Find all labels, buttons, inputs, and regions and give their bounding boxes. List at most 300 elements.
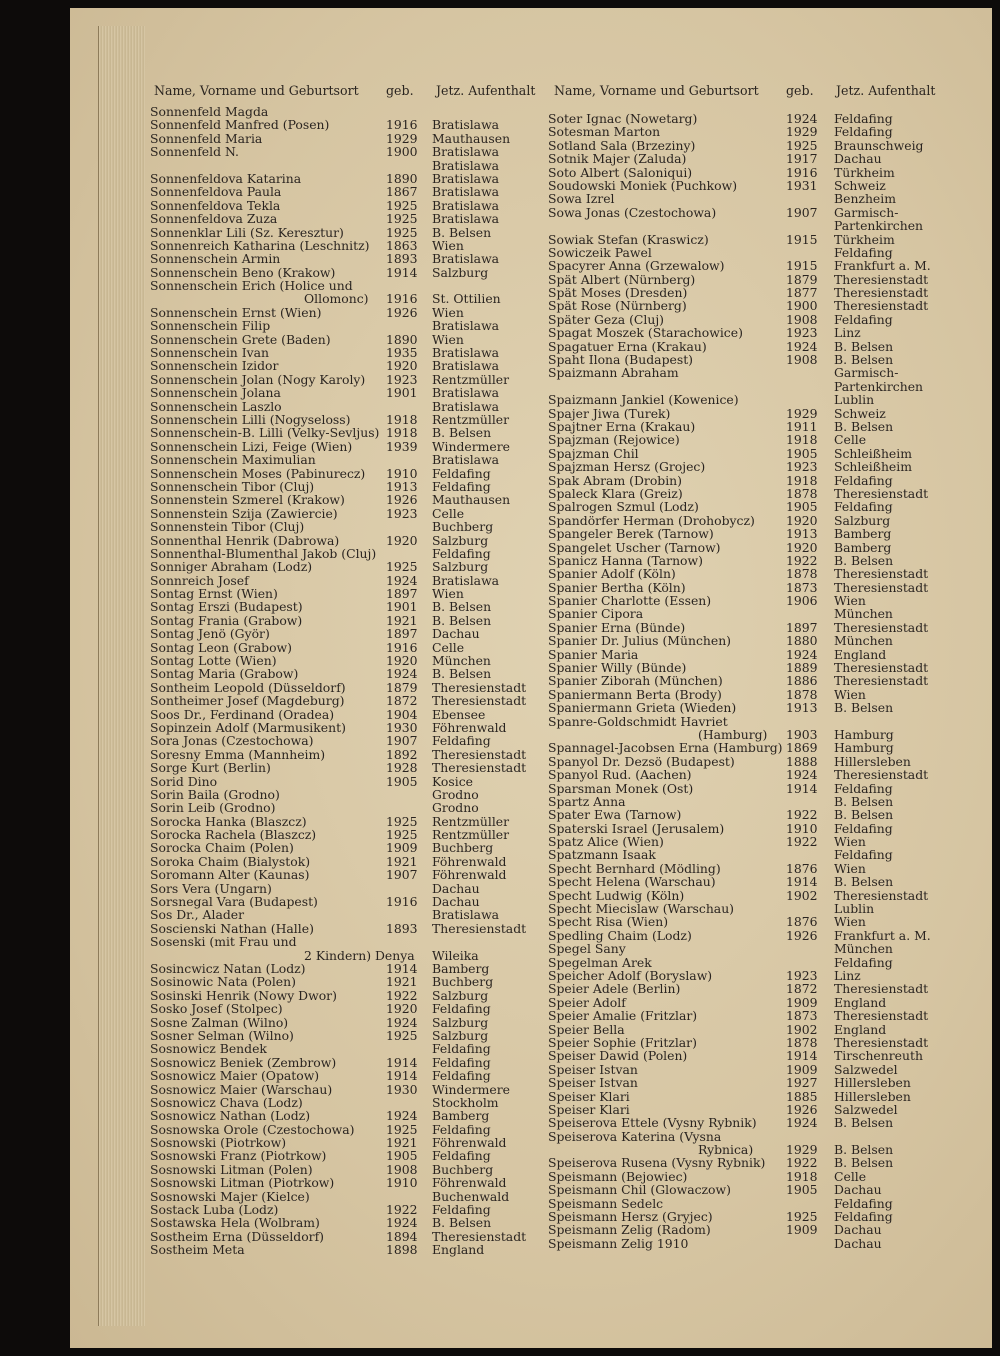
entry-residence: Feldafing xyxy=(834,1209,893,1225)
entry-name: Spatz Alice (Wien) xyxy=(548,834,664,850)
entry-name: Spacyrer Anna (Grzewalow) xyxy=(548,258,725,274)
entry-name: Sontag Lotte (Wien) xyxy=(150,653,277,669)
entry-name: Speiserova Katerina (Vysna xyxy=(548,1128,722,1144)
entry-year: 1929 xyxy=(786,1142,818,1158)
entry-residence: Feldafing xyxy=(432,1068,491,1084)
list-item xyxy=(150,1016,550,1029)
entry-residence: England xyxy=(834,1021,887,1037)
entry-name: Speismann Chil (Glowaczow) xyxy=(548,1182,731,1198)
entry-residence: München xyxy=(432,653,491,669)
list-item xyxy=(150,212,550,225)
entry-year: 1905 xyxy=(786,445,818,461)
entry-year: 1916 xyxy=(386,291,418,307)
entry-year: 1925 xyxy=(386,224,418,240)
list-item xyxy=(150,681,550,694)
entry-name: Specht Miecislaw (Warschau) xyxy=(548,901,735,917)
list-item xyxy=(548,996,992,1009)
entry-residence: Grodno xyxy=(432,800,479,816)
entry-residence: Salzburg xyxy=(432,1014,489,1030)
entry-name: Sonnenstein Szija (Zawiercie) xyxy=(150,505,338,521)
list-item xyxy=(150,185,550,198)
list-item xyxy=(150,480,550,493)
entry-name: Soudowski Moniek (Puchkow) xyxy=(548,177,738,193)
entry-name: Sowa Jonas (Czestochowa) xyxy=(548,204,717,220)
list-item xyxy=(150,868,550,881)
list-item xyxy=(150,895,550,908)
entry-name: Sonnenschein Tibor (Cluj) xyxy=(150,478,315,494)
list-item xyxy=(548,835,992,848)
entry-year: 1924 xyxy=(786,767,818,783)
entry-name: Speiserova Rusena (Vysny Rybnik) xyxy=(548,1155,766,1171)
list-item xyxy=(150,1190,550,1203)
list-item xyxy=(150,841,550,854)
list-item xyxy=(150,935,550,948)
entry-year: 1914 xyxy=(786,874,818,890)
entry-year: 1929 xyxy=(386,130,418,146)
list-item xyxy=(150,159,550,172)
entry-year: 1930 xyxy=(386,719,418,735)
list-item xyxy=(150,359,550,372)
entry-name: Sosnowicz Bendek xyxy=(150,1041,267,1057)
entry-year: 1926 xyxy=(386,304,418,320)
entry-residence: Theresienstadt xyxy=(834,271,929,287)
list-item xyxy=(150,239,550,252)
entry-residence: Wileika xyxy=(432,947,479,963)
entry-residence: Wien xyxy=(834,860,866,876)
entry-name: Sonnenschein Maximulian xyxy=(150,452,316,468)
entry-year: 1867 xyxy=(386,184,418,200)
list-item xyxy=(548,353,992,366)
entry-name: Sonnenfeldova Tekla xyxy=(150,197,281,213)
entry-name: Sosnowski Majer (Kielce) xyxy=(150,1188,310,1204)
entry-residence: Mauthausen xyxy=(432,130,511,146)
entry-residence: B. Belsen xyxy=(432,1215,492,1231)
entry-residence: Theresienstadt xyxy=(432,746,527,762)
entry-residence: Bratislawa xyxy=(432,144,500,160)
entry-residence: Bratislawa xyxy=(432,398,500,414)
entry-residence: Bratislawa xyxy=(432,197,500,213)
entry-residence: Feldafing xyxy=(834,472,893,488)
entry-year: 1922 xyxy=(386,987,418,1003)
entry-year: 1885 xyxy=(786,1088,818,1104)
entry-year: 1915 xyxy=(786,231,818,247)
entry-name: Spajer Jiwa (Turek) xyxy=(548,405,671,421)
list-item xyxy=(548,862,992,875)
entry-name: Spät Rose (Nürnberg) xyxy=(548,298,687,314)
entry-residence: Partenkirchen xyxy=(834,218,924,234)
entry-name: Spanier Erna (Bünde) xyxy=(548,619,686,635)
entry-name: Spanier Adolf (Köln) xyxy=(548,566,676,582)
entry-year: 1926 xyxy=(786,927,818,943)
entry-residence: Feldafing xyxy=(834,954,893,970)
entry-residence: Dachau xyxy=(834,151,882,167)
entry-residence: Dachau xyxy=(834,1235,882,1251)
entry-name: Sorsnegal Vara (Budapest) xyxy=(150,894,318,910)
entry-residence: Dachau xyxy=(432,626,480,642)
entry-residence: Hillersleben xyxy=(834,1088,911,1104)
list-item xyxy=(548,340,992,353)
entry-residence: Föhrenwald xyxy=(432,867,507,883)
entry-name: Sorocka Hanka (Blaszcz) xyxy=(150,813,307,829)
list-item xyxy=(548,1023,992,1036)
list-item xyxy=(150,105,550,118)
entry-name: Spanyol Dr. Dezsö (Budapest) xyxy=(548,753,735,769)
entry-year: 1905 xyxy=(386,1148,418,1164)
list-item xyxy=(548,1063,992,1076)
entry-name: Sowiczeik Pawel xyxy=(548,244,652,260)
entry-residence: Mauthausen xyxy=(432,492,511,508)
entry-name: Sorocka Chaim (Polen) xyxy=(150,840,294,856)
entry-year: 1930 xyxy=(386,1081,418,1097)
entry-name: Speier Adele (Berlin) xyxy=(548,981,681,997)
entry-name: Sonnenfeldova Zuza xyxy=(150,211,278,227)
entry-year: 1900 xyxy=(386,144,418,160)
entry-year: 1918 xyxy=(386,425,418,441)
list-item xyxy=(150,1163,550,1176)
entry-year: 1922 xyxy=(786,552,818,568)
entry-year: 1869 xyxy=(786,740,818,756)
entry-name: Sonnenschein Ivan xyxy=(150,345,269,361)
list-item xyxy=(150,520,550,533)
entry-year: 1908 xyxy=(786,352,818,368)
entry-residence: Wien xyxy=(834,593,866,609)
entry-residence: Celle xyxy=(432,505,465,521)
list-item xyxy=(150,1069,550,1082)
entry-residence: B. Belsen xyxy=(432,612,492,628)
entry-year: 1916 xyxy=(786,164,818,180)
entry-name: Sorin Leib (Grodno) xyxy=(150,800,276,816)
entry-residence: B. Belsen xyxy=(834,552,894,568)
list-item xyxy=(150,587,550,600)
entry-residence: Salzburg xyxy=(432,1027,489,1043)
entry-name: Spagat Moszek (Starachowice) xyxy=(548,325,743,341)
list-item xyxy=(548,273,992,286)
entry-residence: Schleißheim xyxy=(834,459,912,475)
entry-year: 1925 xyxy=(386,197,418,213)
entry-residence: Salzburg xyxy=(432,264,489,280)
entry-residence: Bratislawa xyxy=(432,452,500,468)
entry-name: Sosnowicz Maier (Opatow) xyxy=(150,1068,320,1084)
entry-name: Speier Bella xyxy=(548,1021,625,1037)
entry-year: 1922 xyxy=(786,1155,818,1171)
entry-year: 1897 xyxy=(786,619,818,635)
list-item xyxy=(150,949,550,962)
entry-year: 1927 xyxy=(786,1075,818,1091)
list-item xyxy=(548,1130,992,1143)
entry-residence: B. Belsen xyxy=(834,874,894,890)
entry-name: Specht Helena (Warschau) xyxy=(548,874,716,890)
entry-name: Sostheim Meta xyxy=(150,1242,245,1258)
entry-year: 1905 xyxy=(386,773,418,789)
list-item xyxy=(548,848,992,861)
entry-year: 1920 xyxy=(786,512,818,528)
entry-year: 1914 xyxy=(386,961,418,976)
entry-name: Speiser Klari xyxy=(548,1088,630,1104)
entry-residence: Bamberg xyxy=(432,1108,490,1124)
list-item xyxy=(150,1136,550,1149)
list-item xyxy=(548,541,992,554)
entry-residence: Feldafing xyxy=(834,124,893,140)
list-item xyxy=(150,118,550,131)
entry-name: Spegelman Arek xyxy=(548,954,652,970)
entry-residence: Rentzmüller xyxy=(432,827,510,843)
entry-year: 1913 xyxy=(786,526,818,542)
list-item xyxy=(150,748,550,761)
entry-name: Sorocka Rachela (Blaszcz) xyxy=(150,827,317,843)
entry-name: Spanier Charlotte (Essen) xyxy=(548,593,712,609)
entry-residence: Wien xyxy=(432,586,464,602)
entry-name: Sorid Dino xyxy=(150,773,218,789)
entry-year: 1925 xyxy=(386,211,418,227)
list-item xyxy=(150,1230,550,1243)
entry-year: 1902 xyxy=(786,887,818,903)
entry-residence: Feldafing xyxy=(432,545,491,561)
entry-residence: Rentzmüller xyxy=(432,371,510,387)
entry-name: Spanier Cipora xyxy=(548,606,644,622)
list-item xyxy=(150,252,550,265)
entry-residence: St. Ottilien xyxy=(432,291,501,307)
entry-residence: B. Belsen xyxy=(432,224,492,240)
entry-year: 1926 xyxy=(786,1101,818,1117)
entry-name: Sora Jonas (Czestochowa) xyxy=(150,733,314,749)
list-item xyxy=(548,1009,992,1022)
entry-residence: Dachau xyxy=(834,1222,882,1238)
list-item xyxy=(548,755,992,768)
entry-year: 1929 xyxy=(786,124,818,140)
list-item xyxy=(548,594,992,607)
entry-name: Sonnenfeld Maria xyxy=(150,130,263,146)
entry-residence: Feldafing xyxy=(432,478,491,494)
entry-name: Sosner Selman (Wilno) xyxy=(150,1027,294,1043)
entry-year: 1894 xyxy=(386,1228,418,1244)
entry-year: 1924 xyxy=(386,1215,418,1231)
entry-year: 1914 xyxy=(786,780,818,796)
entry-residence: Theresienstadt xyxy=(834,619,929,635)
entry-name: Spaizmann Abraham xyxy=(548,365,679,381)
entry-name: Sostack Luba (Lodz) xyxy=(150,1202,279,1218)
entry-year: 1914 xyxy=(386,264,418,280)
entry-residence: B. Belsen xyxy=(834,1142,894,1158)
entry-residence: Frankfurt a. M. xyxy=(834,927,931,943)
list-item xyxy=(548,634,992,647)
entry-name: Sosinski Henrik (Nowy Dwor) xyxy=(150,987,337,1003)
entry-name: Speicher Adolf (Boryslaw) xyxy=(548,968,713,983)
entry-residence: Theresienstadt xyxy=(834,579,929,595)
entry-residence: Bratislawa xyxy=(432,385,500,401)
entry-residence: Theresienstadt xyxy=(834,485,929,501)
entry-name: Sonnenschein Jolana xyxy=(150,385,281,401)
entry-name: Sontag Jenö (Györ) xyxy=(150,626,270,642)
entry-name: Soscienski Nathan (Halle) xyxy=(150,920,314,936)
entry-residence: England xyxy=(834,646,887,662)
entry-year: 1913 xyxy=(386,478,418,494)
list-item xyxy=(548,688,992,701)
entry-name: Sonnenklar Lili (Sz. Keresztur) xyxy=(150,224,344,240)
entry-name: Specht Bernhard (Mödling) xyxy=(548,860,721,876)
entry-name: Sowa Izrel xyxy=(548,191,615,207)
list-item xyxy=(150,1083,550,1096)
list-item xyxy=(150,708,550,721)
list-item xyxy=(150,654,550,667)
entry-name: Spät Moses (Dresden) xyxy=(548,285,688,301)
entry-residence: Bratislawa xyxy=(432,251,500,267)
entry-name: Spajtner Erna (Krakau) xyxy=(548,418,696,434)
list-item xyxy=(548,112,992,125)
entry-name: Sonnenschein Moses (Pabinurecz) xyxy=(150,465,366,481)
list-item xyxy=(548,326,992,339)
list-item xyxy=(150,534,550,547)
list-item xyxy=(548,407,992,420)
entry-name: Sopinzein Adolf (Marmusikent) xyxy=(150,719,346,735)
entry-year: 1878 xyxy=(786,485,818,501)
entry-residence: Hamburg xyxy=(834,726,894,742)
entry-name: Sonnenschein Jolan (Nogy Karoly) xyxy=(150,371,366,387)
entry-name: Spalrogen Szmul (Lodz) xyxy=(548,499,699,515)
entry-residence: Feldafing xyxy=(432,733,491,749)
entry-name: Sosnowicz Nathan (Lodz) xyxy=(150,1108,311,1124)
entry-name: Speiser Istvan xyxy=(548,1075,638,1091)
entry-name: Spanier Maria xyxy=(548,646,639,662)
entry-residence: Buchberg xyxy=(432,840,494,856)
entry-name: Spajzman Hersz (Grojec) xyxy=(548,459,706,475)
entry-residence: Partenkirchen xyxy=(834,378,924,394)
entry-year: 1878 xyxy=(786,566,818,582)
list-item xyxy=(150,641,550,654)
entry-year: 1920 xyxy=(386,358,418,374)
list-item xyxy=(150,828,550,841)
entry-year: 1924 xyxy=(786,338,818,354)
entry-year: 1924 xyxy=(786,646,818,662)
list-item xyxy=(150,989,550,1002)
entry-year: 1928 xyxy=(386,760,418,776)
entry-residence: Bratislawa xyxy=(432,318,500,334)
list-item xyxy=(150,1176,550,1189)
list-item xyxy=(548,192,992,205)
entry-name: Sontag Frania (Grabow) xyxy=(150,612,303,628)
entry-year: 1892 xyxy=(386,746,418,762)
entry-name: Sonnenfeld N. xyxy=(150,144,239,160)
entry-name: Spaizmann Jankiel (Kowenice) xyxy=(548,392,739,408)
entry-name: Sontag Erszi (Budapest) xyxy=(150,599,303,615)
entry-year: 1924 xyxy=(386,1014,418,1030)
list-item xyxy=(548,1210,992,1223)
entry-residence: Buchberg xyxy=(432,974,494,990)
entry-name: Speier Adolf xyxy=(548,994,626,1010)
entry-name: Spegel Sany xyxy=(548,941,626,957)
entry-residence: Theresienstadt xyxy=(834,1008,929,1024)
list-item xyxy=(150,453,550,466)
list-item xyxy=(150,815,550,828)
entry-year: 1905 xyxy=(786,499,818,515)
entry-residence: Bamberg xyxy=(834,526,892,542)
entry-residence: Dachau xyxy=(834,1182,882,1198)
list-item xyxy=(548,460,992,473)
entry-name: Später Geza (Cluj) xyxy=(548,311,664,327)
entry-name: Spaleck Klara (Greiz) xyxy=(548,485,683,501)
entry-year: 1907 xyxy=(386,733,418,749)
entry-name: Sonnenschein Laszlo xyxy=(150,398,282,414)
entry-residence: Theresienstadt xyxy=(834,1034,929,1050)
list-item xyxy=(548,299,992,312)
list-item xyxy=(548,527,992,540)
entry-name: Sonnenfeld Magda xyxy=(150,104,269,119)
list-item xyxy=(150,346,550,359)
entry-name: Spanyol Rud. (Aachen) xyxy=(548,767,692,783)
entry-year: 1872 xyxy=(386,693,418,709)
entry-residence: Theresienstadt xyxy=(432,1228,527,1244)
entry-year: 1900 xyxy=(786,298,818,314)
list-item xyxy=(548,380,992,393)
entry-name: Soresny Emma (Mannheim) xyxy=(150,746,326,762)
entry-year: 1904 xyxy=(386,706,418,722)
list-item xyxy=(150,734,550,747)
entry-residence: Feldafing xyxy=(432,465,491,481)
entry-name: Sontheimer Josef (Magdeburg) xyxy=(150,693,345,709)
entry-name: Speismann Sedelc xyxy=(548,1195,664,1211)
entry-residence: Feldafing xyxy=(432,1001,491,1017)
entry-name: Speiser Klari xyxy=(548,1101,630,1117)
entry-name: Soto Albert (Saloniqui) xyxy=(548,164,693,180)
entry-name: Spaterski Israel (Jerusalem) xyxy=(548,820,725,836)
entry-residence: München xyxy=(834,633,893,649)
entry-year: 1917 xyxy=(786,151,818,167)
entry-name: Sosnowski (Piotrkow) xyxy=(150,1135,287,1151)
list-item xyxy=(548,581,992,594)
entry-residence: München xyxy=(834,941,893,957)
entry-residence: B. Belsen xyxy=(834,418,894,434)
entry-year: 1925 xyxy=(386,827,418,843)
entry-name: Sosenski (mit Frau und xyxy=(150,934,297,950)
entry-name: Sonniger Abraham (Lodz) xyxy=(150,559,313,575)
entry-year: 1913 xyxy=(786,700,818,716)
entry-year: 1923 xyxy=(786,325,818,341)
entry-residence: B. Belsen xyxy=(834,793,894,809)
entry-year: 1935 xyxy=(386,345,418,361)
entry-residence: Dachau xyxy=(432,880,480,896)
entry-year: 1905 xyxy=(786,1182,818,1198)
entry-residence: Linz xyxy=(834,325,861,341)
list-item xyxy=(150,1203,550,1216)
header-name-right: Name, Vorname und Geburtsort xyxy=(554,83,759,98)
list-item xyxy=(548,969,992,982)
entry-residence: Garmisch- xyxy=(834,204,899,220)
entry-year: 1909 xyxy=(786,994,818,1010)
list-item xyxy=(548,1170,992,1183)
entry-name: Sonnenstein Szmerel (Krakow) xyxy=(150,492,345,508)
entry-name: Spandörfer Herman (Drohobycz) xyxy=(548,512,755,528)
entry-name: Spaht Ilona (Budapest) xyxy=(548,352,694,368)
entry-year: 1915 xyxy=(786,258,818,274)
entry-year: 1901 xyxy=(386,599,418,615)
entry-name: Spannagel-Jacobsen Erna (Hamburg) xyxy=(548,740,783,756)
entry-name: Spanier Dr. Julius (München) xyxy=(548,633,732,649)
list-item xyxy=(150,975,550,988)
list-item xyxy=(150,775,550,788)
entry-name: Speismann (Bejowiec) xyxy=(548,1168,688,1184)
list-item xyxy=(548,674,992,687)
entry-year: 1880 xyxy=(786,633,818,649)
entry-residence: Theresienstadt xyxy=(834,981,929,997)
entry-year: 1920 xyxy=(786,539,818,555)
entry-year: 1906 xyxy=(786,593,818,609)
entry-residence: Schweiz xyxy=(834,177,886,193)
entry-residence: Theresienstadt xyxy=(432,693,527,709)
entry-year: 1922 xyxy=(786,807,818,823)
entry-name: Sos Dr., Alader xyxy=(150,907,245,923)
list-item xyxy=(150,1123,550,1136)
entry-residence: Wien xyxy=(834,914,866,930)
entry-name: Spangeler Berek (Tarnow) xyxy=(548,526,714,542)
